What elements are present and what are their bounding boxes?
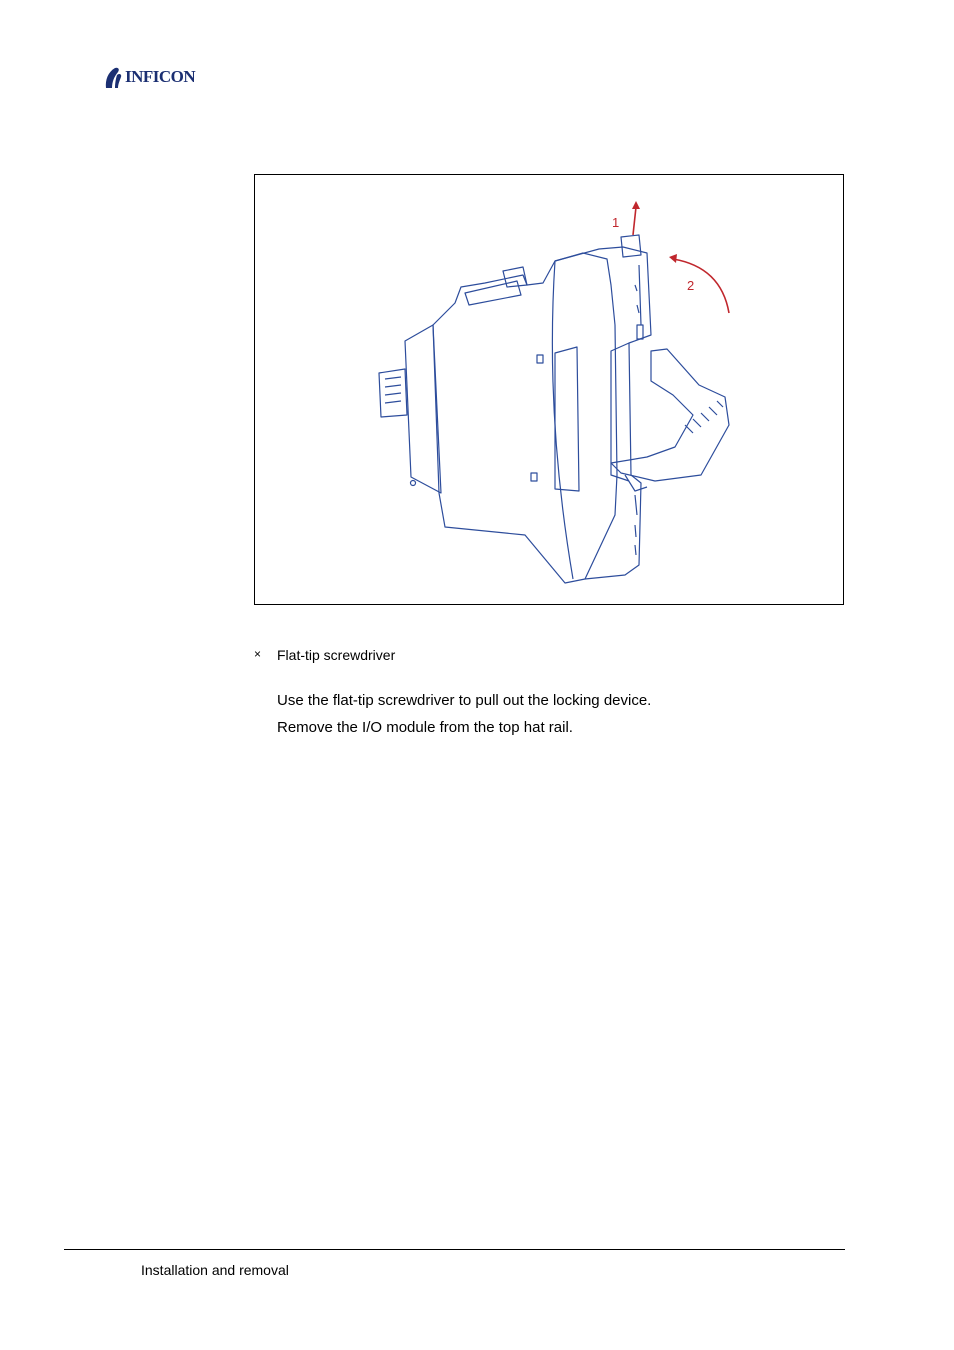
step-2: Remove the I/O module from the top hat rail.: [277, 719, 573, 736]
footer-divider: [64, 1249, 845, 1250]
callout-2: 2: [687, 278, 695, 293]
callout-1: 1: [612, 215, 620, 230]
footer-section-title: Installation and removal: [141, 1262, 289, 1278]
io-module-drawing: [255, 175, 845, 606]
module-removal-figure: [254, 174, 844, 605]
inficon-logo-icon: [104, 66, 124, 90]
required-tool-item: Flat-tip screwdriver: [277, 647, 396, 663]
logo-text: INFICON: [125, 67, 196, 86]
inficon-logo: [104, 66, 214, 90]
step-1: Use the flat-tip screwdriver to pull out the locking device.: [277, 692, 652, 709]
bullet-icon: ×: [254, 647, 262, 661]
